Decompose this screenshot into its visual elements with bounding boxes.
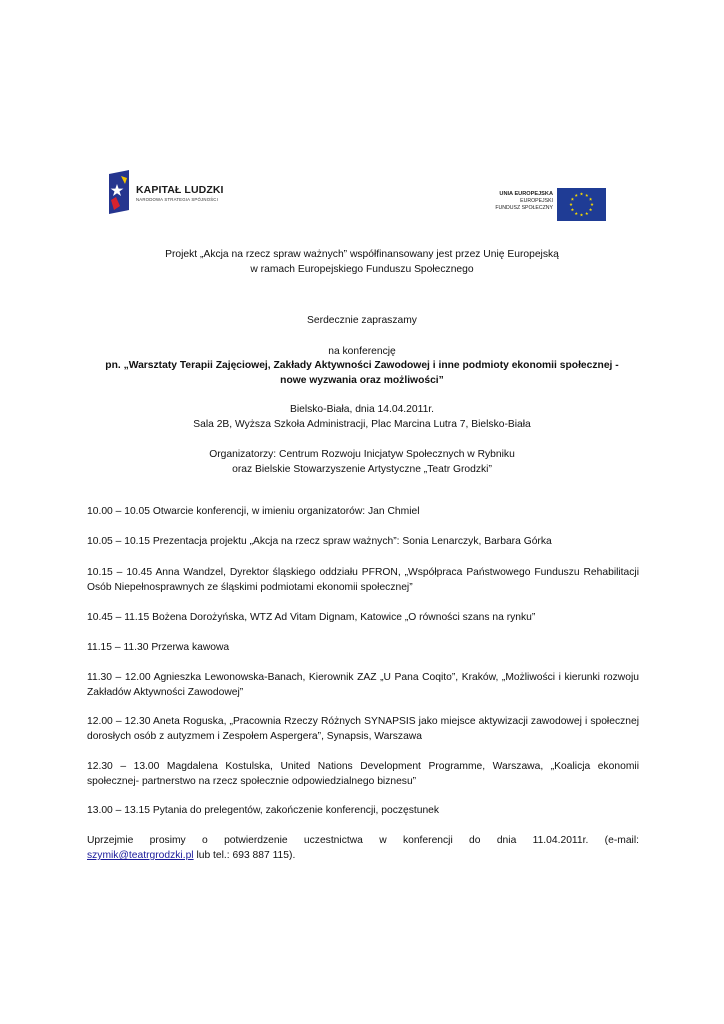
ue-logo-line1: UNIA EUROPEJSKA <box>499 191 553 197</box>
conference-title-line2: nowe wyzwania oraz możliwości” <box>280 375 444 386</box>
kapital-ludzki-subtitle: NARODOWA STRATEGIA SPÓJNOŚCI <box>136 197 218 202</box>
agenda-item <box>87 610 639 625</box>
agenda-item <box>87 714 639 744</box>
rsvp-note <box>87 833 639 863</box>
conference-venue: Sala 2B, Wyższa Szkoła Administracji, Plac Marcina Lutra 7, Bielsko-Biała <box>193 419 531 430</box>
project-header-line2: w ramach Europejskiego Funduszu Społecznego <box>250 264 474 275</box>
agenda-item-text: 12.30 – 13.00 Magdalena Kostulska, United Nations Development Programme, Warszawa, „Koalicja ekonomii społecznej- partnerstwo na rzecz społecznie odpowiedzialnego biznesu” <box>87 761 639 787</box>
conference-title-line1: pn. „Warsztaty Terapii Zajęciowej, Zakłady Aktywności Zawodowej i inne podmioty ekonomii społecznej - <box>105 360 619 371</box>
ue-logo-line3: FUNDUSZ SPOŁECZNY <box>495 205 553 211</box>
project-header-line1: Projekt „Akcja na rzecz spraw ważnych” współfinansowany jest przez Unię Europejską <box>165 249 559 260</box>
rsvp-email-link[interactable]: szymik@teatrgrodzki.pl <box>87 850 194 861</box>
rsvp-line2 <box>87 850 295 861</box>
invitation-greeting: Serdecznie zapraszamy <box>307 315 417 326</box>
invitation-on-conference: na konferencję <box>328 346 396 357</box>
agenda-item <box>87 670 639 700</box>
kapital-ludzki-title: KAPITAŁ LUDZKI <box>136 184 224 196</box>
kapital-ludzki-logo <box>107 170 247 214</box>
agenda-item <box>87 759 639 789</box>
agenda-item <box>87 803 639 818</box>
rsvp-line1: Uprzejmie prosimy o potwierdzenie uczestnictwa w konferencji do dnia 11.04.2011r. (e-mail: <box>87 835 639 846</box>
rsvp-phone-text: lub tel.: 693 887 115). <box>193 850 296 861</box>
agenda-item <box>87 565 639 595</box>
conference-place-date: Bielsko-Biała, dnia 14.04.2011r. <box>289 404 435 415</box>
organizers-line1: Organizatorzy: Centrum Rozwoju Inicjatyw Społecznych w Rybniku <box>209 449 515 460</box>
agenda-item-text: 10.15 – 10.45 Anna Wandzel, Dyrektor śląskiego oddziału PFRON, „Współpraca Państwowego Funduszu Rehabilitacji Osób Niepełnosprawnych ze śląskimi podmiotami ekonomii społecznej” <box>87 567 639 593</box>
agenda-item-text: 12.00 – 12.30 Aneta Roguska, „Pracownia Rzeczy Różnych SYNAPSIS jako miejsce aktywizacji zawodowej i społecznej dorosłych osób z autyzmem i Zespołem Aspergera”, Synapsis, Warszawa <box>87 716 639 742</box>
agenda-item-text: 10.05 – 10.15 Prezentacja projektu „Akcja na rzecz spraw ważnych”: Sonia Lenarczyk, Barbara Górka <box>87 536 552 547</box>
kapital-ludzki-emblem-icon <box>107 170 131 214</box>
agenda-item-text: 10.00 – 10.05 Otwarcie konferencji, w imieniu organizatorów: Jan Chmiel <box>87 506 420 517</box>
agenda-item-text: 11.15 – 11.30 Przerwa kawowa <box>87 642 230 653</box>
agenda-item-text: 11.30 – 12.00 Agnieszka Lewonowska-Banach, Kierownik ZAZ „U Pana Coqito”, Kraków, „Możliwości i kierunki rozwoju Zakładów Aktywności Zawodowej” <box>87 672 639 698</box>
agenda-item <box>87 504 639 519</box>
ue-logo-text <box>495 191 553 212</box>
unia-europejska-logo <box>479 187 607 223</box>
eu-flag-icon <box>557 188 606 221</box>
agenda-item <box>87 640 639 655</box>
agenda-item-text: 10.45 – 11.15 Bożena Dorożyńska, WTZ Ad Vitam Dignam, Katowice „O równości szans na rynku” <box>87 612 536 623</box>
agenda-item-text: 13.00 – 13.15 Pytania do prelegentów, zakończenie konferencji, poczęstunek <box>87 805 440 816</box>
ue-logo-line2: EUROPEJSKI <box>520 198 553 204</box>
organizers-line2: oraz Bielskie Stowarzyszenie Artystyczne „Teatr Grodzki” <box>232 464 492 475</box>
agenda-item <box>87 534 639 549</box>
